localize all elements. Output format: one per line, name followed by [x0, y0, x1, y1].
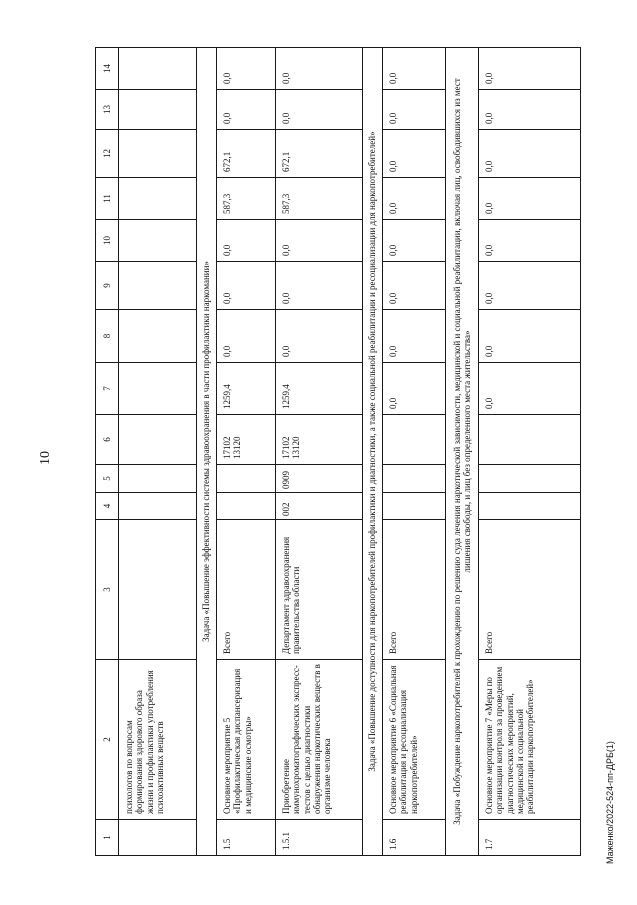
table-cell: 0,0	[479, 48, 581, 90]
table-cell: психологов по вопросам формирования здорового образа жизни и профилактики употребления психоактивных веществ	[119, 660, 197, 820]
table-row	[479, 48, 581, 856]
column-number: 14	[96, 48, 119, 90]
table-cell: 0,0	[217, 90, 276, 130]
table-cell: Департамент здравоохранения правительства области	[276, 520, 363, 660]
table-cell	[119, 178, 197, 220]
table-cell: 0,0	[383, 178, 446, 220]
table-cell: 0,0	[276, 262, 363, 310]
table-cell: 0,0	[276, 220, 363, 262]
table-cell	[479, 415, 581, 465]
column-number: 6	[96, 415, 119, 465]
table-cell: 0,0	[479, 363, 581, 415]
table-cell: Всего	[383, 520, 446, 660]
column-number: 3	[96, 520, 119, 660]
table-cell: Основное мероприятие 7 «Меры по организации контроля за проведением диагностических мероприятий, медицинской и социальной реабилитации наркопотребителей»	[479, 660, 581, 820]
table-cell: 0,0	[479, 178, 581, 220]
table-cell	[217, 493, 276, 520]
table-cell	[383, 493, 446, 520]
table-cell	[479, 465, 581, 493]
table-cell: 17102 13120	[217, 415, 276, 465]
page-number: 10	[38, 451, 53, 465]
table-cell: 672,1	[276, 130, 363, 178]
table-cell	[119, 493, 197, 520]
table-cell: Основное мероприятие 6 «Социальная реабилитация и ресоциализация наркопотребителей»	[383, 660, 446, 820]
program-table	[95, 47, 581, 856]
table-cell: 1259,4	[217, 363, 276, 415]
table-cell: 0,0	[383, 262, 446, 310]
table-cell: 0,0	[383, 363, 446, 415]
table-row	[276, 48, 363, 856]
table-cell: 0,0	[479, 262, 581, 310]
table-row	[383, 48, 446, 856]
column-number: 5	[96, 465, 119, 493]
table-row	[217, 48, 276, 856]
table-cell	[119, 48, 197, 90]
table-cell	[217, 465, 276, 493]
table-cell: 0,0	[479, 90, 581, 130]
table-cell	[119, 310, 197, 363]
column-number: 10	[96, 220, 119, 262]
rotated-table-wrapper	[95, 48, 580, 856]
table-region	[95, 48, 580, 856]
table-cell: 0,0	[276, 90, 363, 130]
table-cell	[119, 520, 197, 660]
table-cell: 0,0	[383, 48, 446, 90]
table-cell: 0,0	[383, 220, 446, 262]
table-cell: 0,0	[383, 130, 446, 178]
table-cell: Приобретение иммунохроматографических экспресс-тестов с целью диагностики обнаружения наркотических веществ в организме человека	[276, 660, 363, 820]
table-cell: 002	[276, 493, 363, 520]
table-cell: 0,0	[383, 90, 446, 130]
table-cell	[119, 465, 197, 493]
table-cell	[479, 493, 581, 520]
table-cell: 0,0	[479, 220, 581, 262]
side-stamp-box	[604, 688, 617, 864]
table-cell: 587,3	[217, 178, 276, 220]
table-cell: Всего	[217, 520, 276, 660]
table-cell: 1.5.1	[276, 820, 363, 856]
table-row	[119, 48, 197, 856]
table-cell: Основное мероприятие 5 «Профилактическая диспансеризация и медицинские осмотры»	[217, 660, 276, 820]
table-cell: 1.7	[479, 820, 581, 856]
table-cell: 0,0	[217, 310, 276, 363]
table-cell: 0,0	[217, 262, 276, 310]
table-cell: 0909	[276, 465, 363, 493]
table-cell	[119, 90, 197, 130]
column-number: 8	[96, 310, 119, 363]
table-cell	[383, 465, 446, 493]
table-cell: 0,0	[479, 130, 581, 178]
table-cell: 0,0	[217, 48, 276, 90]
table-cell: 0,0	[276, 48, 363, 90]
table-cell: 0,0	[276, 310, 363, 363]
side-stamp: Маженко/2022-524-пп-ДРБ(1)	[605, 741, 615, 864]
table-cell: 672,1	[217, 130, 276, 178]
task-banner: Задача «Повышение доступности для наркопотребителей профилактики и диагностики, а также социальной реабилитации и ресоциализации для наркопотребителей»	[363, 48, 383, 856]
task-banner-row	[446, 48, 479, 856]
table-cell: Всего	[479, 520, 581, 660]
table-cell	[383, 415, 446, 465]
column-number: 9	[96, 262, 119, 310]
column-number: 2	[96, 660, 119, 820]
table-cell	[119, 262, 197, 310]
table-cell	[119, 820, 197, 856]
table-header-row	[96, 48, 119, 856]
table-cell	[119, 130, 197, 178]
page-number-box	[37, 446, 54, 470]
table-cell	[119, 220, 197, 262]
column-number: 4	[96, 493, 119, 520]
column-number: 11	[96, 178, 119, 220]
table-cell: 0,0	[217, 220, 276, 262]
table-cell: 1.6	[383, 820, 446, 856]
task-banner-row	[197, 48, 217, 856]
column-number: 12	[96, 130, 119, 178]
table-cell	[119, 363, 197, 415]
task-banner-row	[363, 48, 383, 856]
column-number: 13	[96, 90, 119, 130]
task-banner: Задача «Повышение эффективности системы здравоохранения в части профилактики наркомании»	[197, 48, 217, 856]
table-cell: 587,3	[276, 178, 363, 220]
table-cell: 0,0	[383, 310, 446, 363]
table-cell: 17102 13120	[276, 415, 363, 465]
task-banner: Задача «Побуждение наркопотребителей к прохождению по решению суда лечения наркотической зависимости, медицинской и социальной реабилитации, включая лиц, освободившихся из мест лишения свободы, и лиц без определенного места жительства»	[446, 48, 479, 856]
table-cell: 1.5	[217, 820, 276, 856]
table-cell	[119, 415, 197, 465]
table-cell: 0,0	[479, 310, 581, 363]
column-number: 1	[96, 820, 119, 856]
column-number: 7	[96, 363, 119, 415]
table-cell: 1259,4	[276, 363, 363, 415]
